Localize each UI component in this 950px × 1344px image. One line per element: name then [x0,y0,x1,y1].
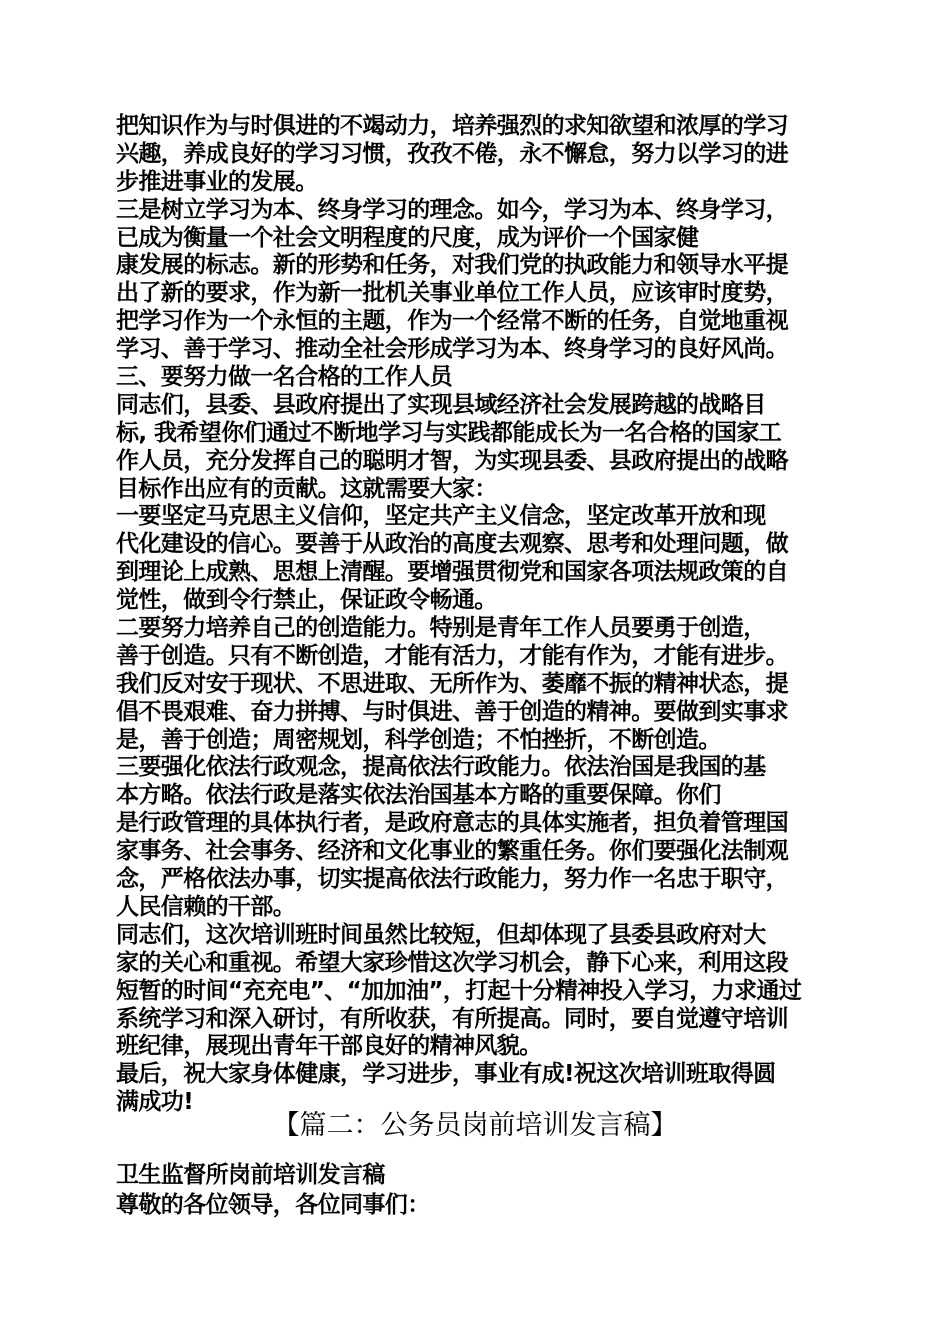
text-line: 三要强化依法行政观念，提高依法行政能力。依法治国是我国的基 [116,754,766,781]
text-line: 步推进事业的发展。 [116,168,318,195]
text-line: 我们反对安于现状、不思进取、无所作为、萎靡不振的精神状态，提 [116,670,789,697]
text-line: 三、要努力做一名合格的工作人员 [116,364,453,391]
text-line: 三是树立学习为本、终身学习的理念。如今，学习为本、终身学习， [116,196,789,223]
text-line: 短暂的时间“充充电”、“加加油”，打起十分精神投入学习，力求通过 [116,977,802,1004]
text-line: 倡不畏艰难、奋力拼搏、与时俱进、善于创造的精神。要做到实事求 [116,698,789,725]
text-line: 是行政管理的具体执行者，是政府意志的具体实施者，担负着管理国 [116,810,789,837]
text-line: 善于创造。只有不断创造，才能有活力，才能有作为，才能有进步。 [116,642,789,669]
text-line: 家事务、社会事务、经济和文化事业的繁重任务。你们要强化法制观 [116,838,789,865]
text-line: 代化建设的信心。要善于从政治的高度去观察、思考和处理问题，做 [116,531,789,558]
text-line: 目标作出应有的贡献。这就需要大家： [116,475,497,502]
text-line: 念，严格依法办事，切实提高依法行政能力，努力作一名忠于职守， [116,866,789,893]
text-line: 卫生监督所岗前培训发言稿 [116,1162,385,1188]
text-line: 标, 我希望你们通过不断地学习与实践都能成长为一名合格的国家工 [116,419,782,446]
text-line: 把知识作为与时俱进的不竭动力，培养强烈的求知欲望和浓厚的学习 [116,113,789,139]
text-line: 系统学习和深入研讨，有所收获，有所提高。同时，要自觉遵守培训 [116,1005,789,1032]
text-line: 作人员，充分发挥自己的聪明才智，为实现县委、县政府提出的战略 [116,447,789,474]
text-line: 满成功! [116,1089,194,1116]
text-line: 兴趣，养成良好的学习习惯，孜孜不倦，永不懈怠，努力以学习的进 [116,140,789,167]
text-line: 出了新的要求，作为新一批机关事业单位工作人员，应该审时度势， [116,280,789,307]
text-line: 家的关心和重视。希望大家珍惜这次学习机会，静下心来，利用这段 [116,949,789,976]
text-line: 把学习作为一个永恒的主题，作为一个经常不断的任务，自觉地重视 [116,308,789,335]
next-section-body [116,1160,836,1220]
text-line: 同志们，这次培训班时间虽然比较短，但却体现了县委县政府对大 [116,921,766,948]
text-line: 同志们，县委、县政府提出了实现县域经济社会发展跨越的战略目 [116,391,766,418]
text-line: 二要努力培养自己的创造能力。特别是青年工作人员要勇于创造， [116,615,766,642]
text-line: 本方略。依法行政是落实依法治国基本方略的重要保障。你们 [116,782,721,809]
text-line: 人民信赖的干部。 [116,893,296,920]
text-line: 已成为衡量一个社会文明程度的尺度，成为评价一个国家健 [116,224,699,251]
text-line: 班纪律，展现出青年干部良好的精神风貌。 [116,1033,542,1060]
text-line: 最后，祝大家身体健康，学习进步，事业有成!祝这次培训班取得圆 [116,1061,776,1088]
text-line: 学习、善于学习、推动全社会形成学习为本、终身学习的良好风尚。 [116,336,789,363]
text-line: 觉性，做到令行禁止，保证政令畅通。 [116,587,497,614]
text-line: 尊敬的各位领导，各位同事们： [116,1192,430,1218]
text-line: 康发展的标志。新的形势和任务，对我们党的执政能力和领导水平提 [116,252,789,279]
document-body [116,113,836,1117]
section-heading: 【篇二：公务员岗前培训发言稿】 [272,1110,678,1141]
text-line: 是，善于创造；周密规划，科学创造；不怕挫折，不断创造。 [116,726,721,753]
text-line: 一要坚定马克思主义信仰，坚定共产主义信念，坚定改革开放和现 [116,503,766,530]
text-line: 到理论上成熟、思想上清醒。要增强贯彻党和国家各项法规政策的自 [116,559,789,586]
